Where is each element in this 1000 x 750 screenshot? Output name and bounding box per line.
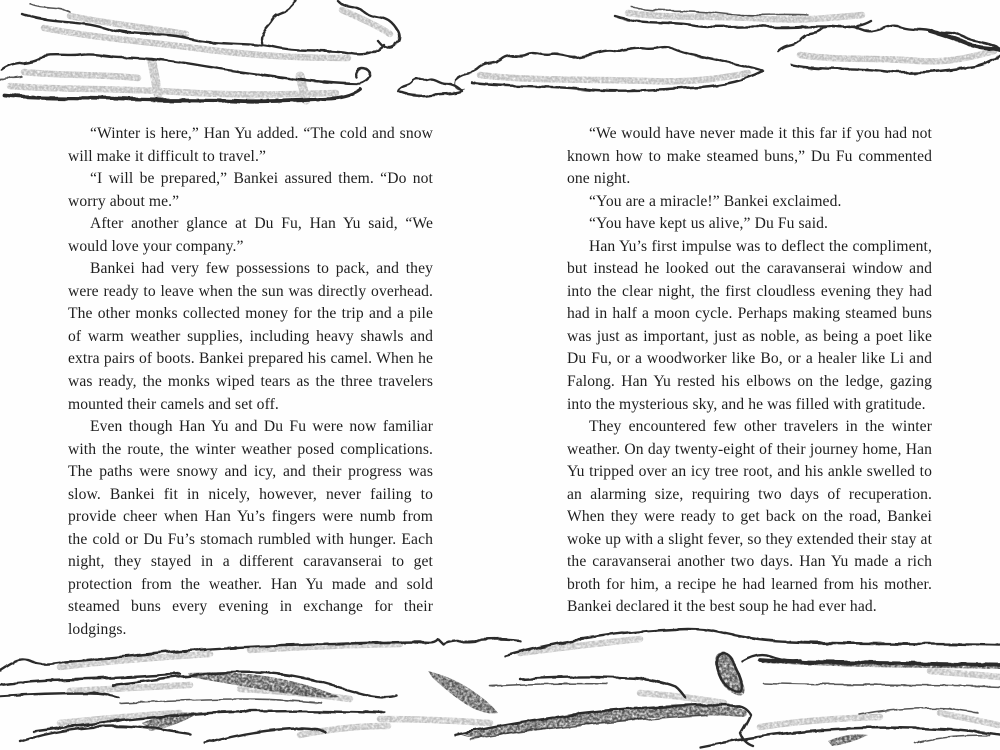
left-text-column [68,123,433,642]
clouds-sketch-illustration [0,0,1000,115]
paragraph: They encountered few other travelers in the winter weather. On day twenty-eight of their journey home, Han Yu tripped over an icy tree root, and his ankle swelled to an alarming size, requiring two days of recuperation. When they were ready to get back on the road, Bankei woke up with a slight fever, so they extended their stay at the caravanserai another two days. Han Yu made a rich broth for him, a recipe he had learned from his mother. Bankei declared it the best soup he had ever had. [567,418,932,616]
cloud-shading [10,10,994,100]
paragraph: “You are a miracle!” Bankei exclaimed. [589,192,842,210]
snowy-hills-sketch-illustration [0,623,1000,750]
paragraph: “Winter is here,” Han Yu added. “The cold and snow will make it difficult to travel.” [68,125,433,165]
paragraph: “You have kept us alive,” Du Fu said. [589,215,829,233]
paragraph: After another glance at Du Fu, Han Yu said, “We would love your company.” [68,215,433,255]
right-text-column [567,123,932,619]
paragraph: Han Yu’s first impulse was to deflect the compliment, but instead he looked out the caravanserai window and into the clear night, the first cloudless evening they had had in half a moon cycle. Perhaps making steamed buns was just as important, just as noble, as being a poet like Du Fu, or a woodworker like Bo, or a healer like Li and Falong. Han Yu rested his elbows on the ledge, gazing into the mysterious sky, and he was filled with gratitude. [567,237,932,413]
paragraph: “We would have never made it this far if you had not known how to make steamed buns,” Du Fu commented one night. [567,125,932,188]
paragraph: Even though Han Yu and Du Fu were now familiar with the route, the winter weather posed complications. The paths were snowy and icy, and their progress was slow. Bankei fit in nicely, however, never failing to provide cheer when Han Yu’s fingers were numb from the cold or Du Fu’s stomach rumbled with hunger. Each night, they stayed in a different caravanserai to get protection from the weather. Han Yu made and sold steamed buns every evening in exchange for their lodgings. [68,418,433,639]
paragraph: “I will be prepared,” Bankei assured them. “Do not worry about me.” [68,170,433,210]
paragraph: Bankei had very few possessions to pack, and they were ready to leave when the sun was directly overhead. The other monks collected money for the trip and a pile of warm weather supplies, including heavy shawls and extra pairs of boots. Bankei prepared his camel. When he was ready, the monks wiped tears as the three travelers mounted their camels and set off. [68,260,433,413]
